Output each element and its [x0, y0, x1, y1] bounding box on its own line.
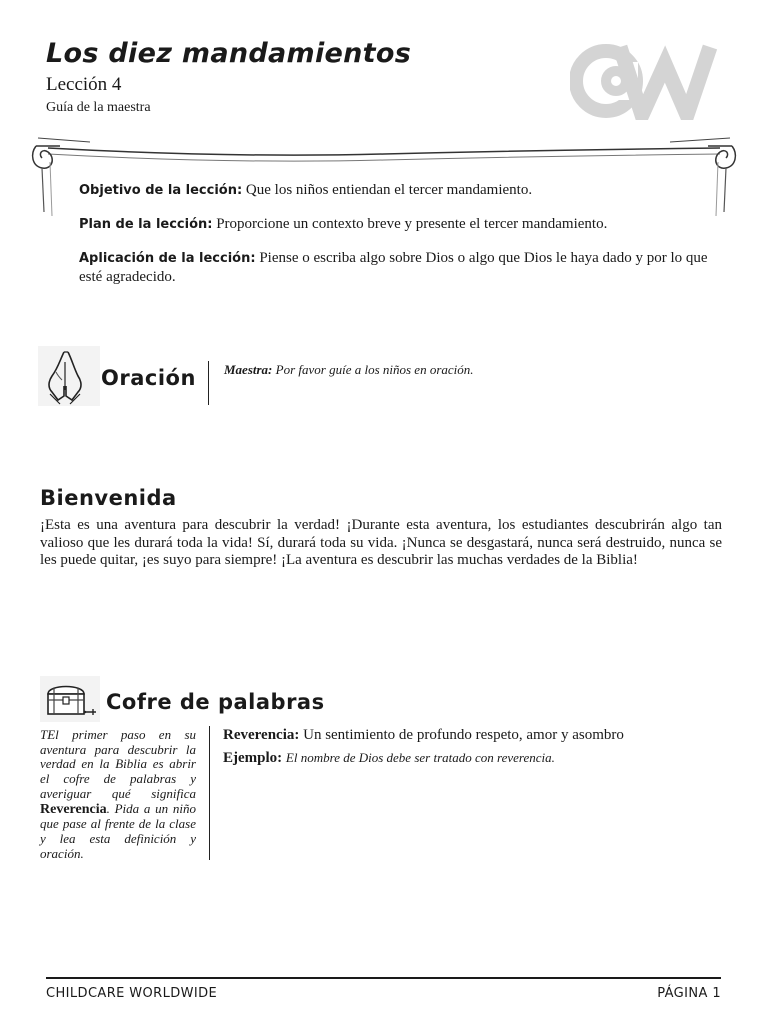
footer-divider [46, 977, 721, 979]
application-row [79, 249, 719, 286]
definition-text: Un sentimiento de profundo respeto, amor y asombro [303, 727, 624, 743]
childcare-worldwide-logo [570, 42, 720, 120]
objective-label: Objetivo de la lección: [79, 183, 243, 198]
instruction-word: Reverencia [40, 801, 107, 817]
application-text: Piense o escriba algo sobre Dios o algo que Dios le haya dado y por lo que esté agradecido. [79, 250, 708, 285]
instruction-text: TEl primer paso en su aventura para descubrir la verdad en la Biblia es abrir el cofre de palabras y averiguar qué significa [40, 727, 196, 801]
plan-row [79, 215, 719, 234]
cofre-heading: Cofre de palabras [106, 690, 325, 714]
plan-label: Plan de la lección: [79, 217, 213, 232]
footer-page-number: PÁGINA 1 [657, 986, 721, 1001]
bienvenida-heading: Bienvenida [40, 486, 177, 510]
objective-row [79, 181, 719, 200]
example-line [223, 750, 555, 767]
page-title: Los diez mandamientos [46, 38, 412, 69]
treasure-chest-icon [40, 676, 100, 722]
note-label: Maestra: [224, 362, 273, 377]
oracion-heading: Oración [101, 366, 196, 390]
oracion-note [224, 362, 474, 378]
example-text: El nombre de Dios debe ser tratado con reverencia. [285, 750, 555, 765]
footer-organization: CHILDCARE WORLDWIDE [46, 986, 218, 1001]
cofre-instructions [40, 728, 196, 861]
objective-text: Que los niños entiendan el tercer mandamiento. [245, 182, 533, 198]
note-text: Por favor guíe a los niños en oración. [275, 362, 474, 377]
example-label: Ejemplo: [223, 750, 283, 766]
application-label: Aplicación de la lección: [79, 251, 256, 266]
definition-label: Reverencia: [223, 727, 300, 743]
vertical-divider [209, 726, 210, 860]
bienvenida-paragraph: ¡Esta es una aventura para descubrir la verdad! ¡Durante esta aventura, los estudiantes descubrirán algo tan valioso que les durará toda la vida! Sí, durará toda su vida. ¡Nunca se desgastará, nunca será destruido, nunca se les puede quitar, ¡es suyo para siempre! ¡La aventura es descubrir las muchas verdades de la Biblia! [40, 517, 722, 568]
plan-text: Proporcione un contexto breve y presente el tercer mandamiento. [216, 216, 608, 232]
vertical-divider [208, 361, 209, 405]
guide-subtitle: Guía de la maestra [46, 100, 151, 115]
scroll-banner-illustration [30, 132, 738, 222]
lesson-number: Lección 4 [46, 74, 122, 95]
praying-hands-icon [38, 346, 100, 406]
definition-line [223, 727, 624, 744]
instruction-text-end: . Pida a un niño que pase al frente de la clase y lea esta definición y oración. [40, 800, 196, 861]
